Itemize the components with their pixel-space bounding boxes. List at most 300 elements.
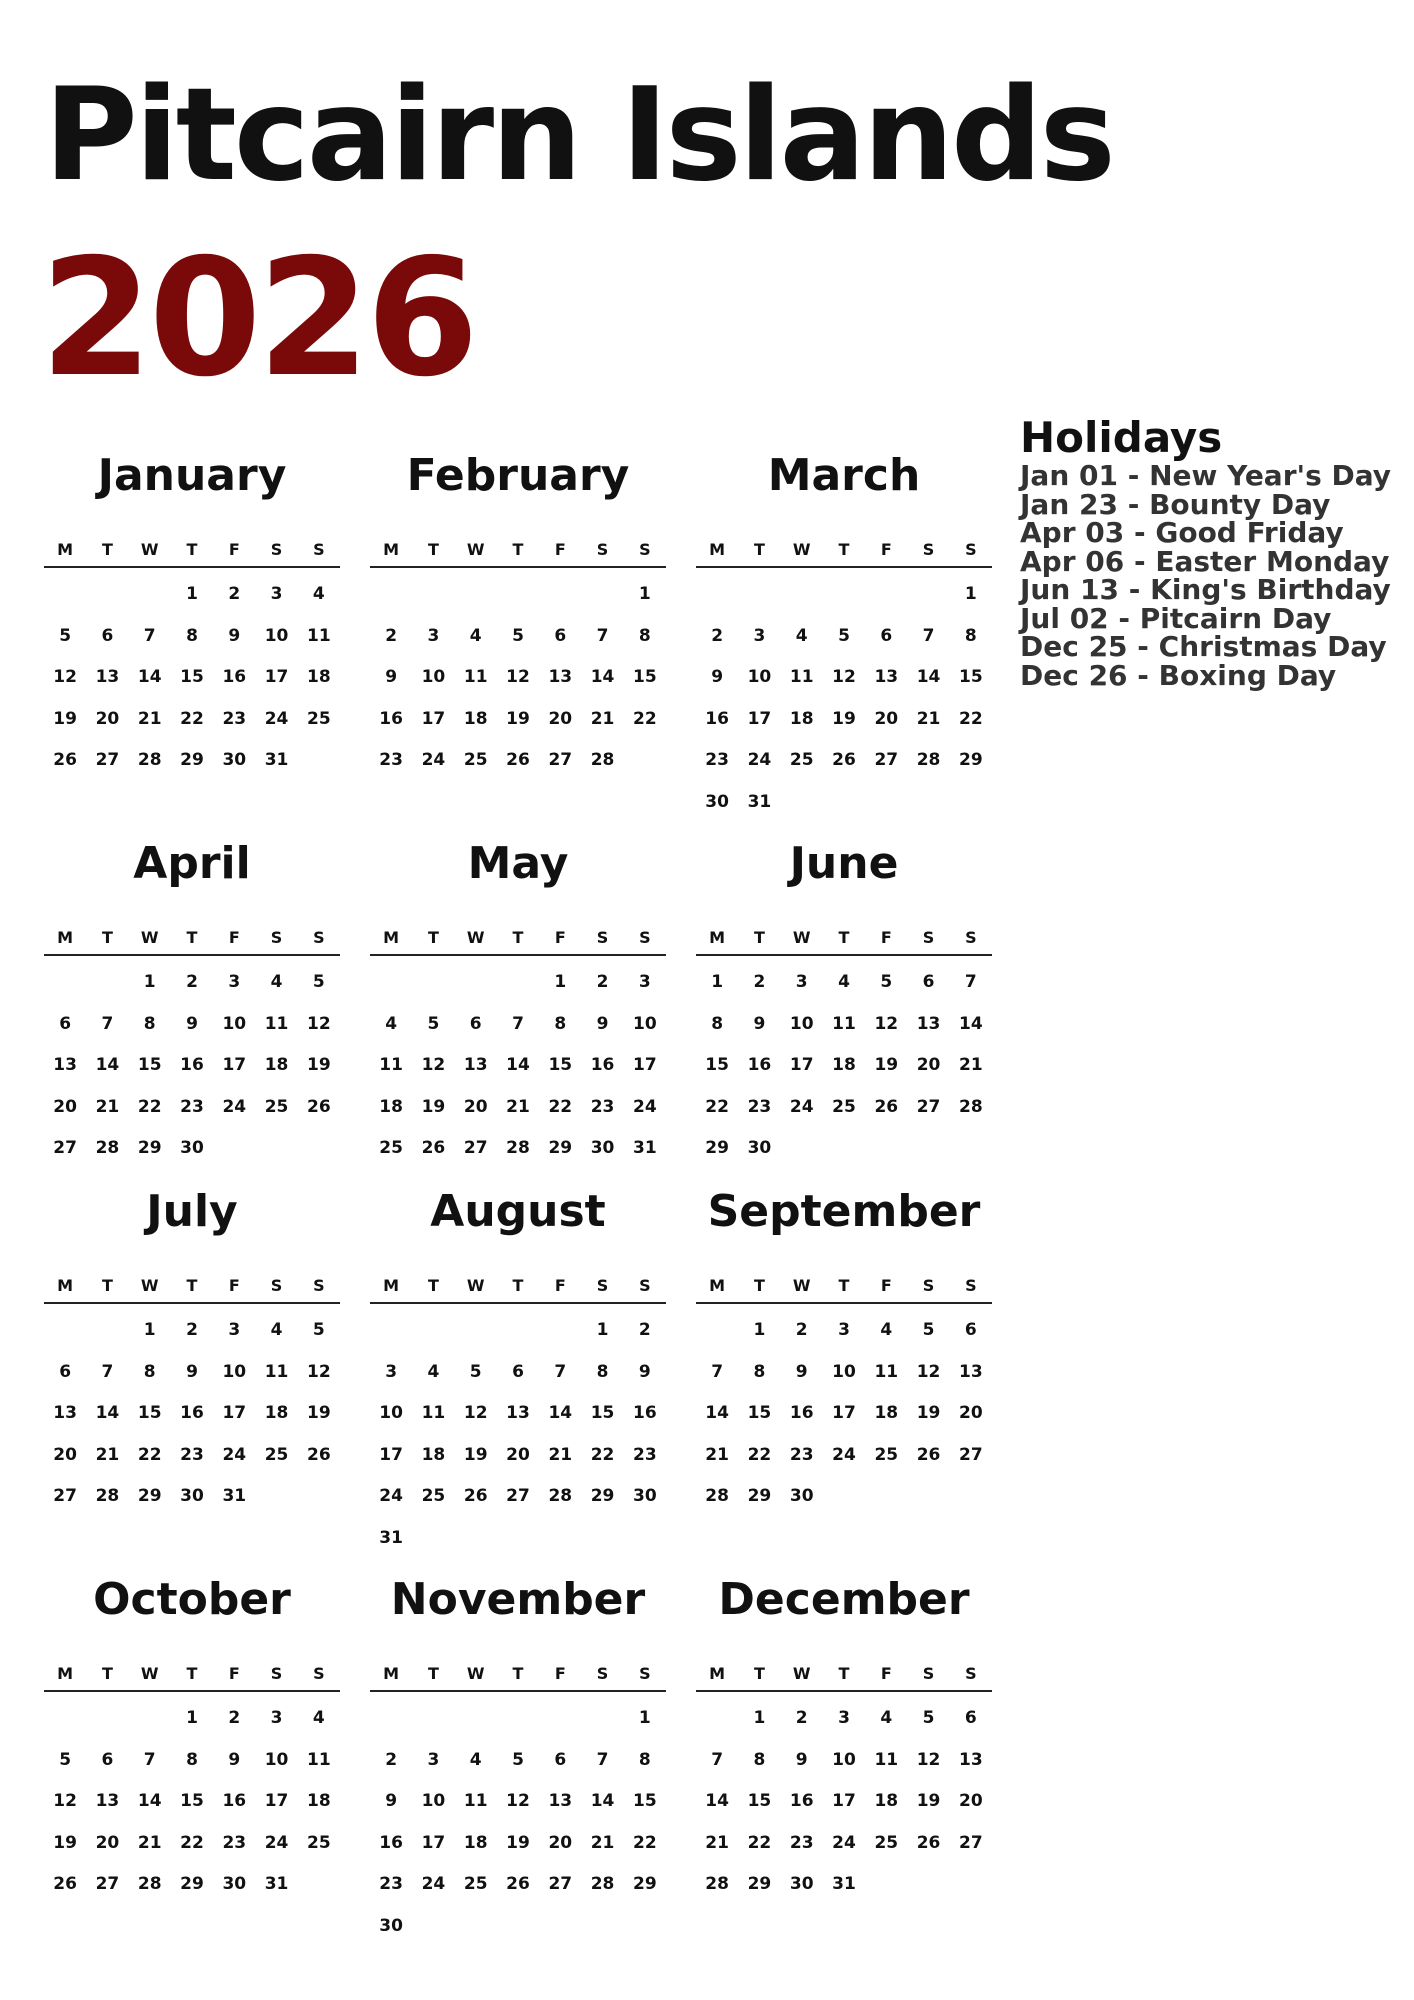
day-cell: 27	[463, 1138, 488, 1158]
empty-cell	[539, 1310, 581, 1352]
weekday-label: W	[140, 1664, 159, 1683]
weekday-label: S	[270, 1276, 283, 1295]
day-cell: 17	[264, 1791, 289, 1811]
day-cell: 28	[916, 750, 941, 770]
weekday-label: S	[596, 928, 609, 947]
day-cell: 21	[590, 1832, 615, 1853]
day-cell: 18	[832, 1055, 856, 1075]
weekday-label: W	[466, 1664, 485, 1683]
day-cell: 11	[789, 667, 814, 687]
day-cell: 20	[959, 1403, 983, 1423]
month-march	[696, 450, 992, 823]
day-cell: 6	[964, 1708, 977, 1728]
weekday-label: M	[383, 1276, 400, 1295]
day-cell: 18	[463, 1832, 488, 1853]
day-cell: 27	[53, 1138, 77, 1158]
month-name: February	[406, 450, 630, 501]
day-cell: 11	[874, 1749, 899, 1770]
day-cell: 2	[385, 1749, 398, 1770]
day-cell: 28	[95, 1138, 120, 1158]
day-cell: 25	[307, 1832, 331, 1853]
weekday-label: T	[427, 1276, 439, 1295]
weekday-label: F	[880, 540, 892, 559]
weekday-header	[696, 926, 992, 956]
day-cell: 1	[143, 1320, 156, 1340]
day-cell: 1	[186, 1708, 198, 1728]
day-cell: 18	[463, 708, 488, 729]
holiday-item: Apr 06 - Easter Monday	[1020, 544, 1390, 578]
day-cell: 23	[705, 750, 729, 770]
weekday-label: S	[965, 1276, 977, 1295]
day-cell: 30	[789, 1486, 814, 1506]
day-cell: 9	[711, 667, 724, 687]
day-cell: 2	[186, 972, 198, 992]
day-cell: 11	[264, 1361, 289, 1382]
day-cell: 18	[379, 1096, 403, 1117]
day-cell: 10	[832, 1749, 856, 1770]
day-cell: 22	[705, 1096, 729, 1117]
day-cell: 9	[753, 1013, 766, 1034]
day-cell: 29	[705, 1138, 729, 1158]
day-cell: 12	[463, 1403, 488, 1423]
day-cell: 24	[421, 1874, 446, 1894]
day-cell: 13	[959, 1749, 983, 1770]
day-cell: 7	[143, 1749, 156, 1770]
day-cell: 27	[95, 750, 120, 770]
day-cell: 25	[264, 1444, 289, 1465]
empty-cell	[412, 574, 454, 616]
weekday-label: T	[427, 1664, 439, 1683]
weekday-header	[696, 538, 992, 568]
day-cell: 16	[222, 667, 247, 687]
weekday-label: F	[228, 928, 240, 947]
day-cell: 28	[506, 1138, 530, 1158]
day-cell: 9	[228, 625, 241, 646]
day-cell: 31	[747, 791, 772, 812]
day-cell: 17	[421, 708, 446, 729]
day-grid	[44, 574, 340, 782]
day-cell: 24	[633, 1096, 657, 1117]
day-cell: 2	[753, 972, 766, 992]
day-cell: 28	[705, 1874, 729, 1894]
day-cell: 5	[880, 972, 893, 992]
day-cell: 17	[264, 667, 289, 687]
day-cell: 24	[222, 1444, 247, 1465]
day-cell: 1	[554, 972, 567, 992]
day-cell: 4	[427, 1361, 440, 1382]
page-year: 2026	[40, 225, 475, 413]
day-cell: 9	[385, 1791, 398, 1811]
weekday-label: S	[596, 540, 609, 559]
weekday-header	[44, 1662, 340, 1692]
month-name: June	[789, 838, 899, 889]
weekday-label: W	[792, 1276, 811, 1295]
day-cell: 30	[633, 1486, 657, 1506]
weekday-label: M	[709, 1664, 726, 1683]
day-cell: 27	[53, 1486, 77, 1506]
day-cell: 15	[590, 1403, 615, 1423]
weekday-label: W	[140, 540, 159, 559]
day-cell: 24	[832, 1444, 856, 1465]
day-cell: 9	[385, 667, 398, 687]
day-cell: 19	[916, 1791, 941, 1811]
day-cell: 23	[590, 1096, 615, 1117]
empty-cell	[44, 574, 86, 616]
day-cell: 19	[53, 708, 77, 729]
day-cell: 9	[596, 1013, 609, 1034]
weekday-label: T	[512, 1664, 524, 1683]
day-cell: 1	[964, 584, 977, 604]
day-cell: 16	[590, 1055, 615, 1075]
weekday-label: T	[101, 1664, 113, 1683]
day-grid	[370, 1310, 666, 1559]
day-cell: 25	[789, 750, 814, 770]
empty-cell	[696, 1310, 738, 1352]
empty-cell	[370, 962, 412, 1004]
day-cell: 14	[705, 1791, 729, 1811]
weekday-label: T	[101, 540, 113, 559]
weekday-label: W	[140, 1276, 159, 1295]
day-cell: 21	[137, 1832, 162, 1853]
day-cell: 14	[137, 1791, 162, 1811]
day-cell: 21	[506, 1096, 530, 1117]
day-cell: 15	[959, 667, 983, 687]
day-cell: 2	[596, 972, 609, 992]
day-cell: 8	[186, 1749, 198, 1770]
day-cell: 5	[469, 1361, 482, 1382]
day-cell: 21	[137, 708, 162, 729]
day-cell: 20	[874, 708, 899, 729]
day-cell: 5	[312, 1320, 325, 1340]
day-cell: 14	[916, 667, 941, 687]
day-cell: 16	[747, 1055, 772, 1075]
day-grid	[696, 1310, 992, 1518]
day-cell: 30	[747, 1138, 772, 1158]
day-grid	[44, 1698, 340, 1906]
weekday-label: S	[922, 1276, 935, 1295]
day-cell: 11	[307, 625, 331, 646]
empty-cell	[907, 574, 949, 616]
day-cell: 4	[270, 1320, 283, 1340]
day-cell: 26	[53, 1874, 77, 1894]
day-cell: 2	[638, 1320, 651, 1340]
empty-cell	[539, 1698, 581, 1740]
weekday-label: F	[880, 1276, 892, 1295]
day-cell: 20	[506, 1444, 530, 1465]
day-cell: 23	[180, 1444, 204, 1465]
weekday-label: T	[512, 928, 524, 947]
day-cell: 20	[463, 1096, 488, 1117]
day-cell: 19	[307, 1403, 331, 1423]
day-cell: 28	[705, 1486, 729, 1506]
day-cell: 22	[633, 708, 657, 729]
month-november	[370, 1574, 666, 1947]
day-cell: 9	[795, 1361, 808, 1382]
day-cell: 17	[222, 1055, 247, 1075]
weekday-header	[370, 1274, 666, 1304]
day-cell: 22	[137, 1444, 162, 1465]
day-cell: 8	[554, 1013, 567, 1034]
day-cell: 27	[506, 1486, 530, 1506]
day-cell: 15	[633, 1791, 657, 1811]
day-cell: 13	[959, 1361, 983, 1382]
day-cell: 21	[705, 1444, 729, 1465]
day-cell: 2	[385, 625, 398, 646]
empty-cell	[497, 1310, 539, 1352]
day-cell: 2	[228, 1708, 241, 1728]
month-name: April	[133, 838, 251, 889]
day-cell: 12	[53, 667, 77, 687]
day-cell: 3	[838, 1320, 850, 1340]
weekday-label: T	[753, 1276, 765, 1295]
day-cell: 8	[753, 1361, 766, 1382]
day-cell: 31	[633, 1138, 657, 1158]
day-cell: 30	[180, 1138, 204, 1158]
day-cell: 16	[705, 708, 729, 729]
day-cell: 31	[832, 1874, 856, 1894]
weekday-label: S	[270, 928, 283, 947]
empty-cell	[370, 1698, 412, 1740]
weekday-label: M	[57, 1664, 74, 1683]
holiday-item: Apr 03 - Good Friday	[1020, 516, 1344, 549]
day-cell: 25	[264, 1096, 289, 1117]
day-cell: 27	[548, 750, 573, 770]
weekday-label: T	[186, 1664, 198, 1683]
day-cell: 28	[959, 1096, 983, 1117]
day-cell: 26	[916, 1832, 941, 1853]
day-cell: 9	[186, 1013, 198, 1034]
day-cell: 9	[638, 1361, 651, 1382]
day-cell: 12	[506, 1791, 530, 1811]
day-cell: 24	[789, 1096, 814, 1117]
day-cell: 31	[379, 1527, 403, 1548]
day-cell: 1	[596, 1320, 609, 1340]
day-cell: 20	[53, 1444, 77, 1465]
day-cell: 25	[463, 750, 488, 770]
weekday-label: M	[57, 540, 74, 559]
day-cell: 3	[795, 972, 808, 992]
day-cell: 5	[59, 1749, 72, 1770]
month-june	[696, 838, 992, 1170]
weekday-header	[370, 926, 666, 956]
holiday-item: Dec 25 - Christmas Day	[1020, 630, 1387, 663]
day-cell: 13	[53, 1403, 77, 1423]
day-cell: 20	[95, 708, 120, 729]
day-cell: 26	[506, 1874, 530, 1894]
day-cell: 5	[922, 1320, 935, 1340]
weekday-label: S	[965, 540, 977, 559]
day-grid	[44, 962, 340, 1170]
day-cell: 10	[747, 667, 772, 687]
day-cell: 1	[638, 1708, 651, 1728]
day-grid	[696, 574, 992, 823]
day-cell: 14	[590, 667, 615, 687]
weekday-label: S	[596, 1664, 609, 1683]
empty-cell	[412, 1310, 454, 1352]
day-cell: 14	[95, 1403, 120, 1423]
weekday-label: S	[270, 1664, 283, 1683]
weekday-label: T	[753, 1664, 765, 1683]
weekday-label: S	[965, 1664, 977, 1683]
month-may	[370, 838, 666, 1170]
day-cell: 4	[469, 1749, 482, 1770]
day-cell: 22	[180, 708, 204, 729]
empty-cell	[455, 574, 497, 616]
day-grid	[370, 574, 666, 782]
day-cell: 24	[264, 1832, 289, 1853]
day-cell: 26	[874, 1096, 899, 1117]
weekday-label: S	[639, 1276, 651, 1295]
holiday-item: Jul 02 - Pitcairn Day	[1020, 601, 1332, 635]
weekday-label: S	[639, 928, 651, 947]
weekday-label: F	[554, 1664, 566, 1683]
day-cell: 5	[312, 972, 325, 992]
weekday-label: F	[554, 1276, 566, 1295]
weekday-label: F	[228, 1276, 240, 1295]
weekday-header	[44, 926, 340, 956]
month-name: September	[707, 1186, 981, 1237]
day-cell: 29	[548, 1138, 573, 1158]
empty-cell	[129, 574, 171, 616]
day-cell: 27	[95, 1874, 120, 1894]
day-cell: 7	[711, 1361, 724, 1382]
month-september	[696, 1186, 992, 1518]
day-cell: 5	[59, 625, 72, 646]
weekday-label: W	[792, 540, 811, 559]
weekday-label: T	[101, 1276, 113, 1295]
day-cell: 8	[638, 1749, 651, 1770]
day-cell: 14	[548, 1403, 573, 1423]
day-cell: 26	[53, 750, 77, 770]
weekday-label: T	[753, 540, 765, 559]
day-cell: 9	[228, 1749, 241, 1770]
weekday-label: S	[313, 540, 325, 559]
day-cell: 15	[747, 1791, 772, 1811]
day-cell: 29	[590, 1486, 615, 1506]
holiday-item: Jun 13 - King's Birthday	[1020, 573, 1391, 606]
day-cell: 21	[548, 1444, 573, 1465]
day-cell: 24	[222, 1096, 247, 1117]
day-cell: 1	[143, 972, 156, 992]
empty-cell	[370, 574, 412, 616]
day-cell: 26	[506, 750, 530, 770]
day-cell: 25	[463, 1874, 488, 1894]
day-cell: 13	[916, 1013, 941, 1034]
day-cell: 27	[916, 1096, 941, 1117]
empty-cell	[865, 574, 907, 616]
day-cell: 26	[916, 1444, 941, 1465]
day-cell: 4	[880, 1320, 893, 1340]
day-cell: 8	[596, 1361, 609, 1382]
day-cell: 12	[421, 1055, 446, 1075]
empty-cell	[455, 1698, 497, 1740]
holiday-item: Dec 26 - Boxing Day	[1020, 658, 1337, 692]
day-cell: 26	[421, 1138, 446, 1158]
day-cell: 10	[633, 1013, 657, 1034]
day-cell: 3	[228, 1320, 241, 1340]
empty-cell	[497, 574, 539, 616]
day-cell: 20	[548, 1832, 573, 1853]
day-cell: 20	[53, 1096, 77, 1117]
weekday-label: W	[466, 928, 485, 947]
day-cell: 15	[137, 1055, 162, 1075]
day-cell: 16	[379, 708, 403, 729]
empty-cell	[86, 962, 128, 1004]
day-cell: 11	[463, 1791, 488, 1811]
weekday-label: S	[313, 1276, 325, 1295]
month-april	[44, 838, 340, 1170]
day-cell: 10	[421, 667, 446, 687]
day-cell: 29	[747, 1486, 772, 1506]
empty-cell	[696, 1698, 738, 1740]
empty-cell	[86, 1698, 128, 1740]
weekday-label: M	[57, 1276, 74, 1295]
day-cell: 29	[959, 750, 983, 770]
day-cell: 8	[638, 625, 651, 646]
day-cell: 8	[711, 1013, 724, 1034]
weekday-label: M	[57, 928, 74, 947]
empty-cell	[581, 1698, 623, 1740]
day-cell: 24	[421, 750, 446, 770]
holiday-item: Jan 23 - Bounty Day	[1020, 487, 1331, 521]
day-cell: 31	[264, 1874, 289, 1894]
day-cell: 8	[964, 625, 977, 646]
weekday-label: F	[880, 928, 892, 947]
day-cell: 7	[922, 625, 935, 646]
day-cell: 12	[832, 667, 856, 687]
weekday-header	[696, 1662, 992, 1692]
weekday-label: M	[383, 928, 400, 947]
day-cell: 6	[59, 1013, 72, 1034]
day-cell: 17	[789, 1055, 814, 1075]
empty-cell	[412, 962, 454, 1004]
weekday-label: S	[313, 1664, 325, 1683]
day-cell: 14	[959, 1013, 983, 1034]
day-cell: 17	[421, 1832, 446, 1853]
day-cell: 11	[832, 1013, 856, 1034]
day-cell: 7	[596, 1749, 609, 1770]
day-cell: 15	[705, 1055, 729, 1075]
weekday-label: T	[512, 540, 524, 559]
day-cell: 10	[789, 1013, 814, 1034]
day-cell: 29	[747, 1874, 772, 1894]
day-cell: 24	[832, 1832, 856, 1853]
day-cell: 19	[506, 708, 530, 729]
day-cell: 10	[379, 1403, 403, 1423]
day-cell: 12	[916, 1749, 941, 1770]
day-cell: 14	[590, 1791, 615, 1811]
day-cell: 21	[590, 708, 615, 729]
day-cell: 13	[548, 1791, 573, 1811]
day-cell: 28	[137, 750, 162, 770]
weekday-label: W	[792, 1664, 811, 1683]
month-name: December	[718, 1574, 970, 1625]
day-cell: 23	[789, 1444, 814, 1465]
day-cell: 19	[53, 1832, 77, 1853]
day-cell: 15	[137, 1403, 162, 1423]
day-cell: 18	[421, 1444, 446, 1465]
day-cell: 1	[638, 584, 651, 604]
day-cell: 12	[916, 1361, 941, 1382]
empty-cell	[44, 1310, 86, 1352]
day-grid	[696, 962, 992, 1170]
weekday-label: M	[709, 1276, 726, 1295]
day-cell: 11	[874, 1361, 899, 1382]
month-name: November	[390, 1574, 646, 1625]
day-cell: 10	[222, 1013, 247, 1034]
weekday-header	[696, 1274, 992, 1304]
empty-cell	[497, 962, 539, 1004]
